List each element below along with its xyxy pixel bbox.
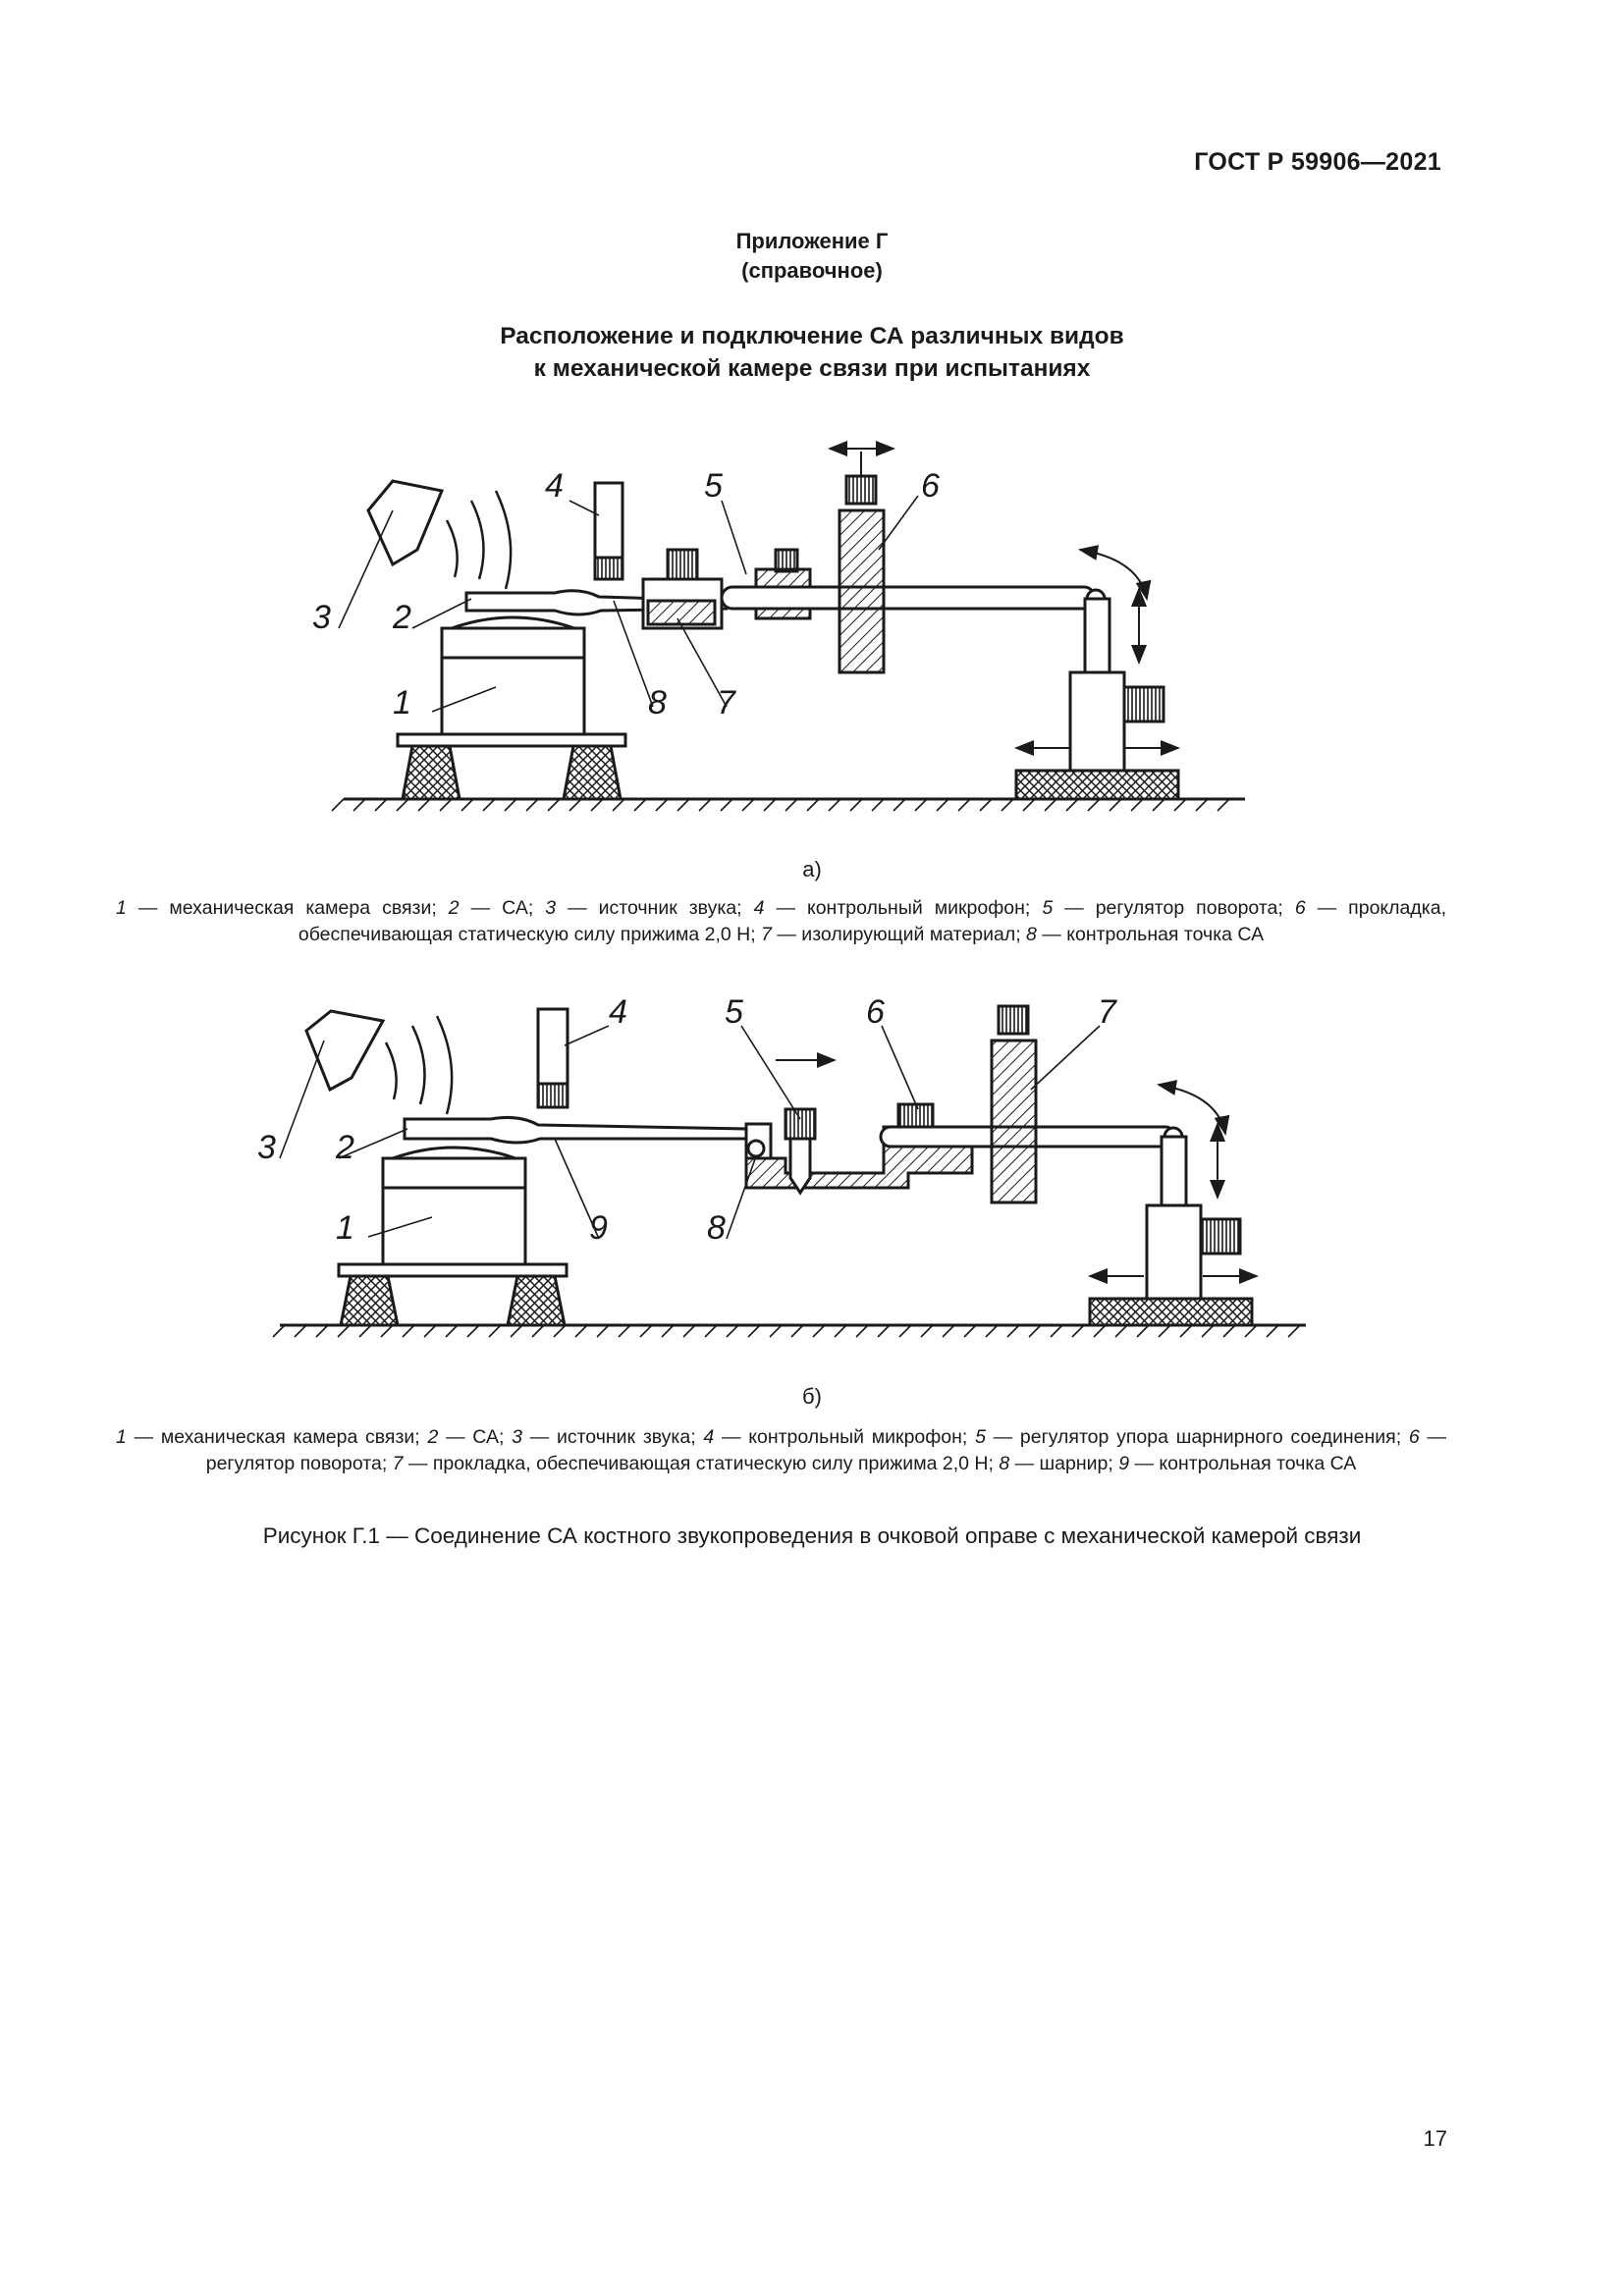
legend-b-item: 8 — шарнир; bbox=[999, 1453, 1119, 1474]
legend-b-item: 4 — контрольный микрофон; bbox=[703, 1426, 976, 1448]
callout-b-4: 4 bbox=[609, 993, 627, 1031]
callout-a-2: 2 bbox=[393, 599, 411, 636]
callout-b-3: 3 bbox=[257, 1129, 276, 1166]
callout-a-8: 8 bbox=[648, 684, 667, 721]
standard-code: ГОСТ Р 59906—2021 bbox=[1194, 148, 1441, 176]
callout-a-4: 4 bbox=[545, 467, 564, 505]
figure-a-drawing bbox=[332, 449, 1245, 811]
callout-b-6: 6 bbox=[866, 993, 885, 1031]
appendix-note: (справочное) bbox=[741, 258, 883, 283]
callout-b-1: 1 bbox=[336, 1209, 354, 1247]
legend-a-item: 6 — прокладка, обеспечивающая статическую силу прижима 2,0 Н; bbox=[298, 897, 1446, 945]
section-title-line2: к механической камере связи при испытаниях bbox=[533, 355, 1091, 382]
callout-b-9: 9 bbox=[589, 1209, 608, 1247]
appendix-title: Приложение Г bbox=[735, 229, 889, 253]
callout-a-5: 5 bbox=[704, 467, 723, 505]
legend-b-item: 9 — контрольная точка СА bbox=[1118, 1453, 1357, 1474]
legend-a-item: 1 — механическая камера связи; bbox=[116, 897, 449, 919]
callout-b-7: 7 bbox=[1098, 993, 1116, 1031]
callout-b-8: 8 bbox=[707, 1209, 726, 1247]
legend-a-item: 5 — регулятор поворота; bbox=[1042, 897, 1295, 919]
page-number: 17 bbox=[1423, 2126, 1447, 2151]
legend-b-item: 7 — прокладка, обеспечивающая статическую силу прижима 2,0 Н; bbox=[392, 1453, 1000, 1474]
callout-a-1: 1 bbox=[393, 684, 411, 721]
callout-a-6: 6 bbox=[921, 467, 940, 505]
callout-a-7: 7 bbox=[717, 684, 735, 721]
legend-b-item: 6 — регулятор поворота; bbox=[205, 1426, 1447, 1474]
callout-b-2: 2 bbox=[336, 1129, 354, 1166]
legend-b-item: 2 — СА; bbox=[427, 1426, 513, 1448]
legend-b-item: 3 — источник звука; bbox=[512, 1426, 704, 1448]
section-title-line1: Расположение и подключение СА различных видов bbox=[500, 323, 1124, 349]
legend-a-item: 3 — источник звука; bbox=[545, 897, 754, 919]
legend-b-item: 5 — регулятор упора шарнирного соединения; bbox=[975, 1426, 1409, 1448]
legend-a-item: 4 — контрольный микрофон; bbox=[753, 897, 1043, 919]
legend-b-item: 1 — механическая камера связи; bbox=[116, 1426, 428, 1448]
legend-a-item: 8 — контрольная точка СА bbox=[1026, 924, 1265, 945]
figure-b-drawing bbox=[273, 1006, 1306, 1337]
figure-b-sublabel: б) bbox=[802, 1384, 822, 1409]
figure-a-sublabel: а) bbox=[802, 857, 822, 881]
legend-a-item: 7 — изолирующий материал; bbox=[761, 924, 1027, 945]
figure-a-legend bbox=[116, 895, 1446, 948]
legend-a-item: 2 — СА; bbox=[448, 897, 546, 919]
figure-b-legend bbox=[116, 1424, 1446, 1477]
callout-a-3: 3 bbox=[312, 599, 331, 636]
figure-caption: Рисунок Г.1 — Соединение СА костного звукопроведения в очковой оправе с механической камерой связи bbox=[262, 1523, 1362, 1548]
callout-b-5: 5 bbox=[725, 993, 743, 1031]
